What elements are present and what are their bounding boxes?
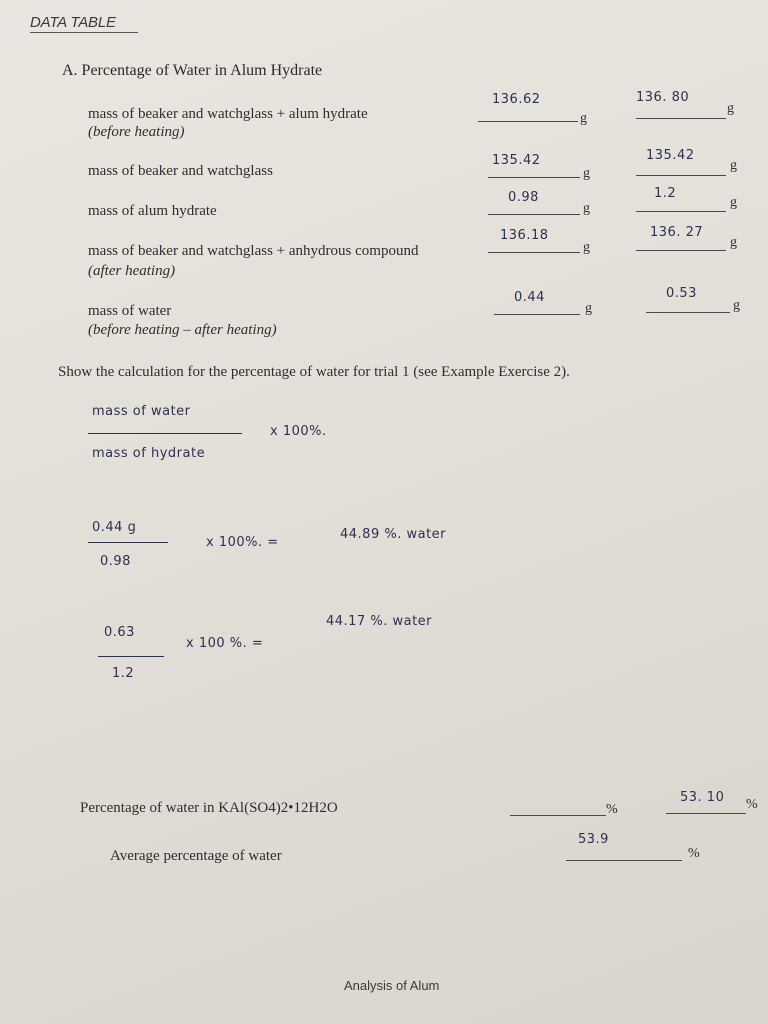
unit-g: g bbox=[583, 201, 590, 216]
trial2-value-row4: 136. 27 bbox=[650, 225, 704, 240]
unit-g: g bbox=[583, 240, 590, 255]
trial1-line-row4 bbox=[488, 252, 580, 253]
trial1-value-row3: 0.98 bbox=[508, 190, 539, 205]
percentage-water-label: Percentage of water in KAl(SO4)2•12H2O bbox=[80, 800, 338, 816]
trial1-line-row5 bbox=[494, 314, 580, 315]
trial1-line-row3 bbox=[488, 214, 580, 215]
trial1-calc-multiplier: x 100%. = bbox=[206, 535, 279, 550]
trial1-line-row1 bbox=[478, 121, 578, 122]
trial2-line-row4 bbox=[636, 250, 726, 251]
page-footer: Analysis of Alum bbox=[344, 978, 440, 993]
trial1-value-row1: 136.62 bbox=[492, 92, 541, 107]
trial1-calc-denominator: 0.98 bbox=[100, 554, 131, 569]
trial1-calc-result: 44.89 %. water bbox=[340, 527, 447, 542]
row-label-beaker-watchglass-alum: mass of beaker and watchglass + alum hydrate bbox=[88, 106, 368, 122]
trial1-value-row2: 135.42 bbox=[492, 153, 541, 168]
unit-g: g bbox=[727, 101, 734, 116]
percent-unit: % bbox=[746, 797, 758, 812]
average-percentage-value: 53.9 bbox=[578, 832, 609, 847]
trial2-value-row2: 135.42 bbox=[646, 148, 695, 163]
formula-numerator: mass of water bbox=[92, 404, 191, 419]
trial2-calc-fraction-bar bbox=[98, 656, 164, 657]
percentage-trial2-line bbox=[666, 813, 746, 814]
row-label-beaker-watchglass: mass of beaker and watchglass bbox=[88, 163, 273, 179]
unit-g: g bbox=[730, 158, 737, 173]
calculation-instruction: Show the calculation for the percentage of water for trial 1 (see Example Exercise 2). bbox=[58, 364, 570, 380]
trial2-calc-result: 44.17 %. water bbox=[326, 614, 433, 629]
trial1-value-row4: 136.18 bbox=[500, 228, 549, 243]
trial2-line-row5 bbox=[646, 312, 730, 313]
row-label-mass-alum-hydrate: mass of alum hydrate bbox=[88, 203, 217, 219]
formula-denominator: mass of hydrate bbox=[92, 446, 206, 461]
row-label-mass-water: mass of water bbox=[88, 303, 172, 319]
row-sublabel-after-heating: (after heating) bbox=[88, 263, 176, 279]
unit-g: g bbox=[730, 195, 737, 210]
row-label-beaker-anhydrous: mass of beaker and watchglass + anhydrous compound bbox=[88, 243, 419, 259]
trial2-line-row1 bbox=[636, 118, 726, 119]
row-sublabel-before-after: (before heating – after heating) bbox=[88, 322, 277, 338]
average-percentage-label: Average percentage of water bbox=[110, 848, 282, 864]
average-percentage-line bbox=[566, 860, 682, 861]
trial2-line-row2 bbox=[636, 175, 726, 176]
title-underline bbox=[30, 32, 138, 33]
trial2-line-row3 bbox=[636, 211, 726, 212]
trial2-value-row1: 136. 80 bbox=[636, 90, 690, 105]
trial1-line-row2 bbox=[488, 177, 580, 178]
trial1-calc-fraction-bar bbox=[88, 542, 168, 543]
row-sublabel-before-heating: (before heating) bbox=[88, 124, 185, 140]
trial1-value-row5: 0.44 bbox=[514, 290, 545, 305]
unit-g: g bbox=[583, 166, 590, 181]
data-table-title: DATA TABLE bbox=[30, 14, 116, 31]
trial2-value-row3: 1.2 bbox=[654, 186, 677, 201]
unit-g: g bbox=[585, 301, 592, 316]
trial2-value-row5: 0.53 bbox=[666, 286, 697, 301]
trial2-calc-multiplier: x 100 %. = bbox=[186, 636, 264, 651]
trial2-calc-numerator: 0.63 bbox=[104, 625, 135, 640]
percent-unit: % bbox=[688, 846, 700, 861]
section-a-title: A. Percentage of Water in Alum Hydrate bbox=[62, 62, 323, 79]
unit-g: g bbox=[733, 298, 740, 313]
trial1-calc-numerator: 0.44 g bbox=[92, 520, 137, 535]
trial2-calc-denominator: 1.2 bbox=[112, 666, 135, 681]
percentage-trial1-line bbox=[510, 815, 606, 816]
unit-g: g bbox=[580, 111, 587, 126]
percent-unit: % bbox=[606, 802, 618, 817]
formula-multiplier: x 100%. bbox=[270, 424, 327, 439]
unit-g: g bbox=[730, 235, 737, 250]
formula-fraction-bar bbox=[88, 433, 242, 434]
percentage-trial2-value: 53. 10 bbox=[680, 790, 725, 805]
